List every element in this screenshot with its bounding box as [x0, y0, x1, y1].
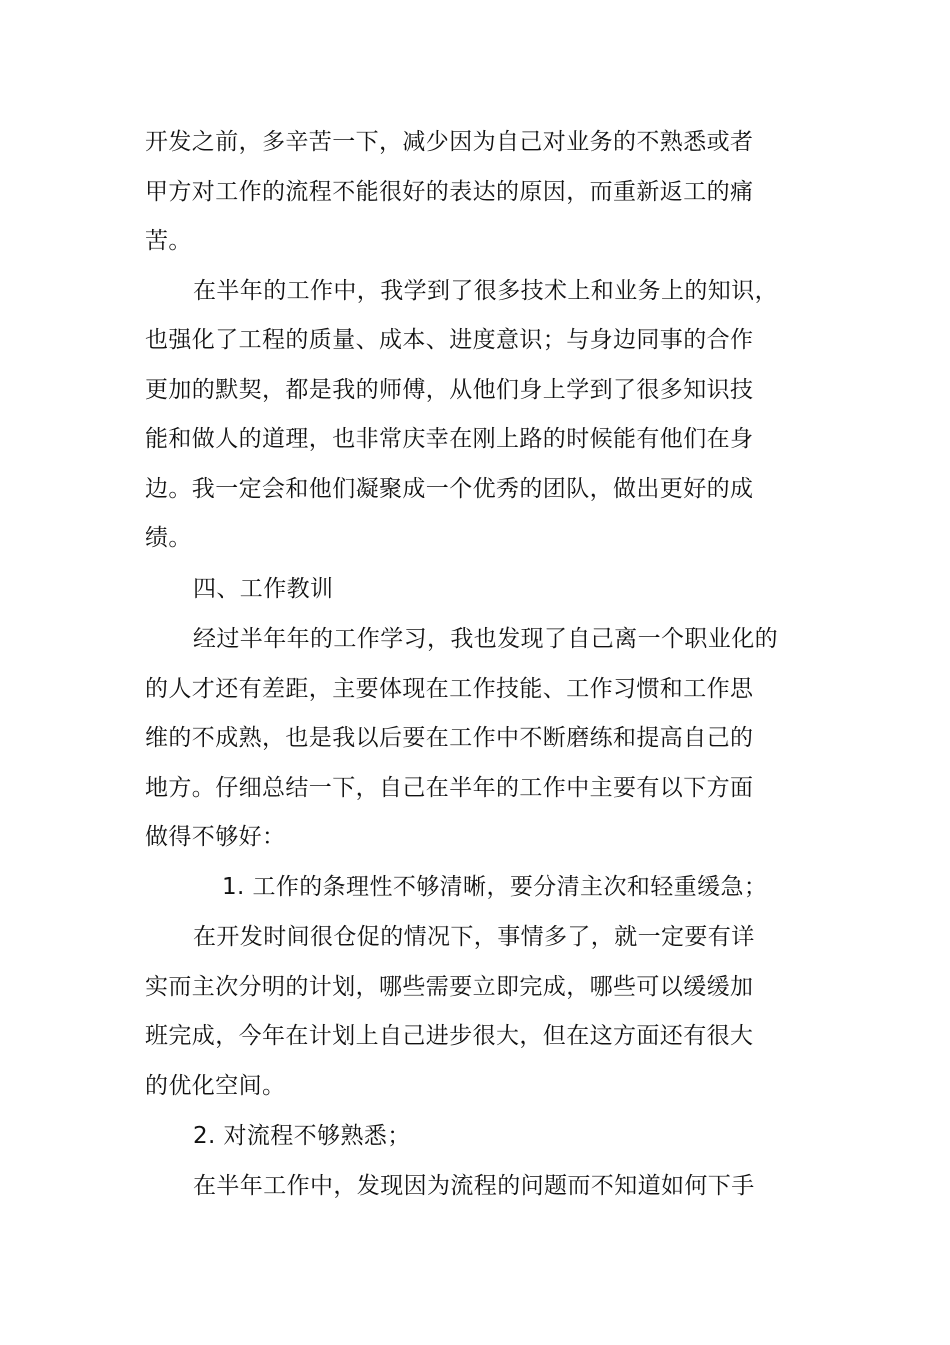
text-line: 绩。 [145, 525, 192, 551]
list-item-1: 1. 工作的条理性不够清晰，要分清主次和轻重缓急； [222, 874, 768, 900]
text-line: 做得不够好： [145, 824, 286, 850]
text-line: 在半年的工作中，我学到了很多技术上和业务上的知识， [193, 278, 778, 304]
text-line: 经过半年年的工作学习，我也发现了自己离一个职业化的 [193, 626, 778, 652]
text-line: 在开发时间很仓促的情况下，事情多了，就一定要有详 [193, 924, 755, 950]
text-line: 维的不成熟，也是我以后要在工作中不断磨练和提高自己的 [145, 725, 754, 751]
text-line: 地方。仔细总结一下，自己在半年的工作中主要有以下方面 [145, 775, 754, 801]
list-item-2: 2. 对流程不够熟悉； [193, 1123, 411, 1149]
text-line: 苦。 [145, 228, 192, 254]
section-heading: 四、工作教训 [193, 576, 334, 602]
text-line: 能和做人的道理，也非常庆幸在刚上路的时候能有他们在身 [145, 426, 754, 452]
text-line: 边。我一定会和他们凝聚成一个优秀的团队，做出更好的成 [145, 476, 754, 502]
text-line: 甲方对工作的流程不能很好的表达的原因，而重新返工的痛 [145, 179, 754, 205]
text-line: 的人才还有差距，主要体现在工作技能、工作习惯和工作思 [145, 676, 754, 702]
text-line: 的优化空间。 [145, 1073, 286, 1099]
text-line: 在半年工作中，发现因为流程的问题而不知道如何下手 [193, 1173, 755, 1199]
text-line: 班完成，今年在计划上自己进步很大，但在这方面还有很大 [145, 1023, 754, 1049]
text-line: 也强化了工程的质量、成本、进度意识；与身边同事的合作 [145, 327, 754, 353]
text-line: 更加的默契，都是我的师傅，从他们身上学到了很多知识技 [145, 377, 754, 403]
text-line: 实而主次分明的计划，哪些需要立即完成，哪些可以缓缓加 [145, 974, 754, 1000]
text-line: 开发之前，多辛苦一下，减少因为自己对业务的不熟悉或者 [145, 129, 754, 155]
